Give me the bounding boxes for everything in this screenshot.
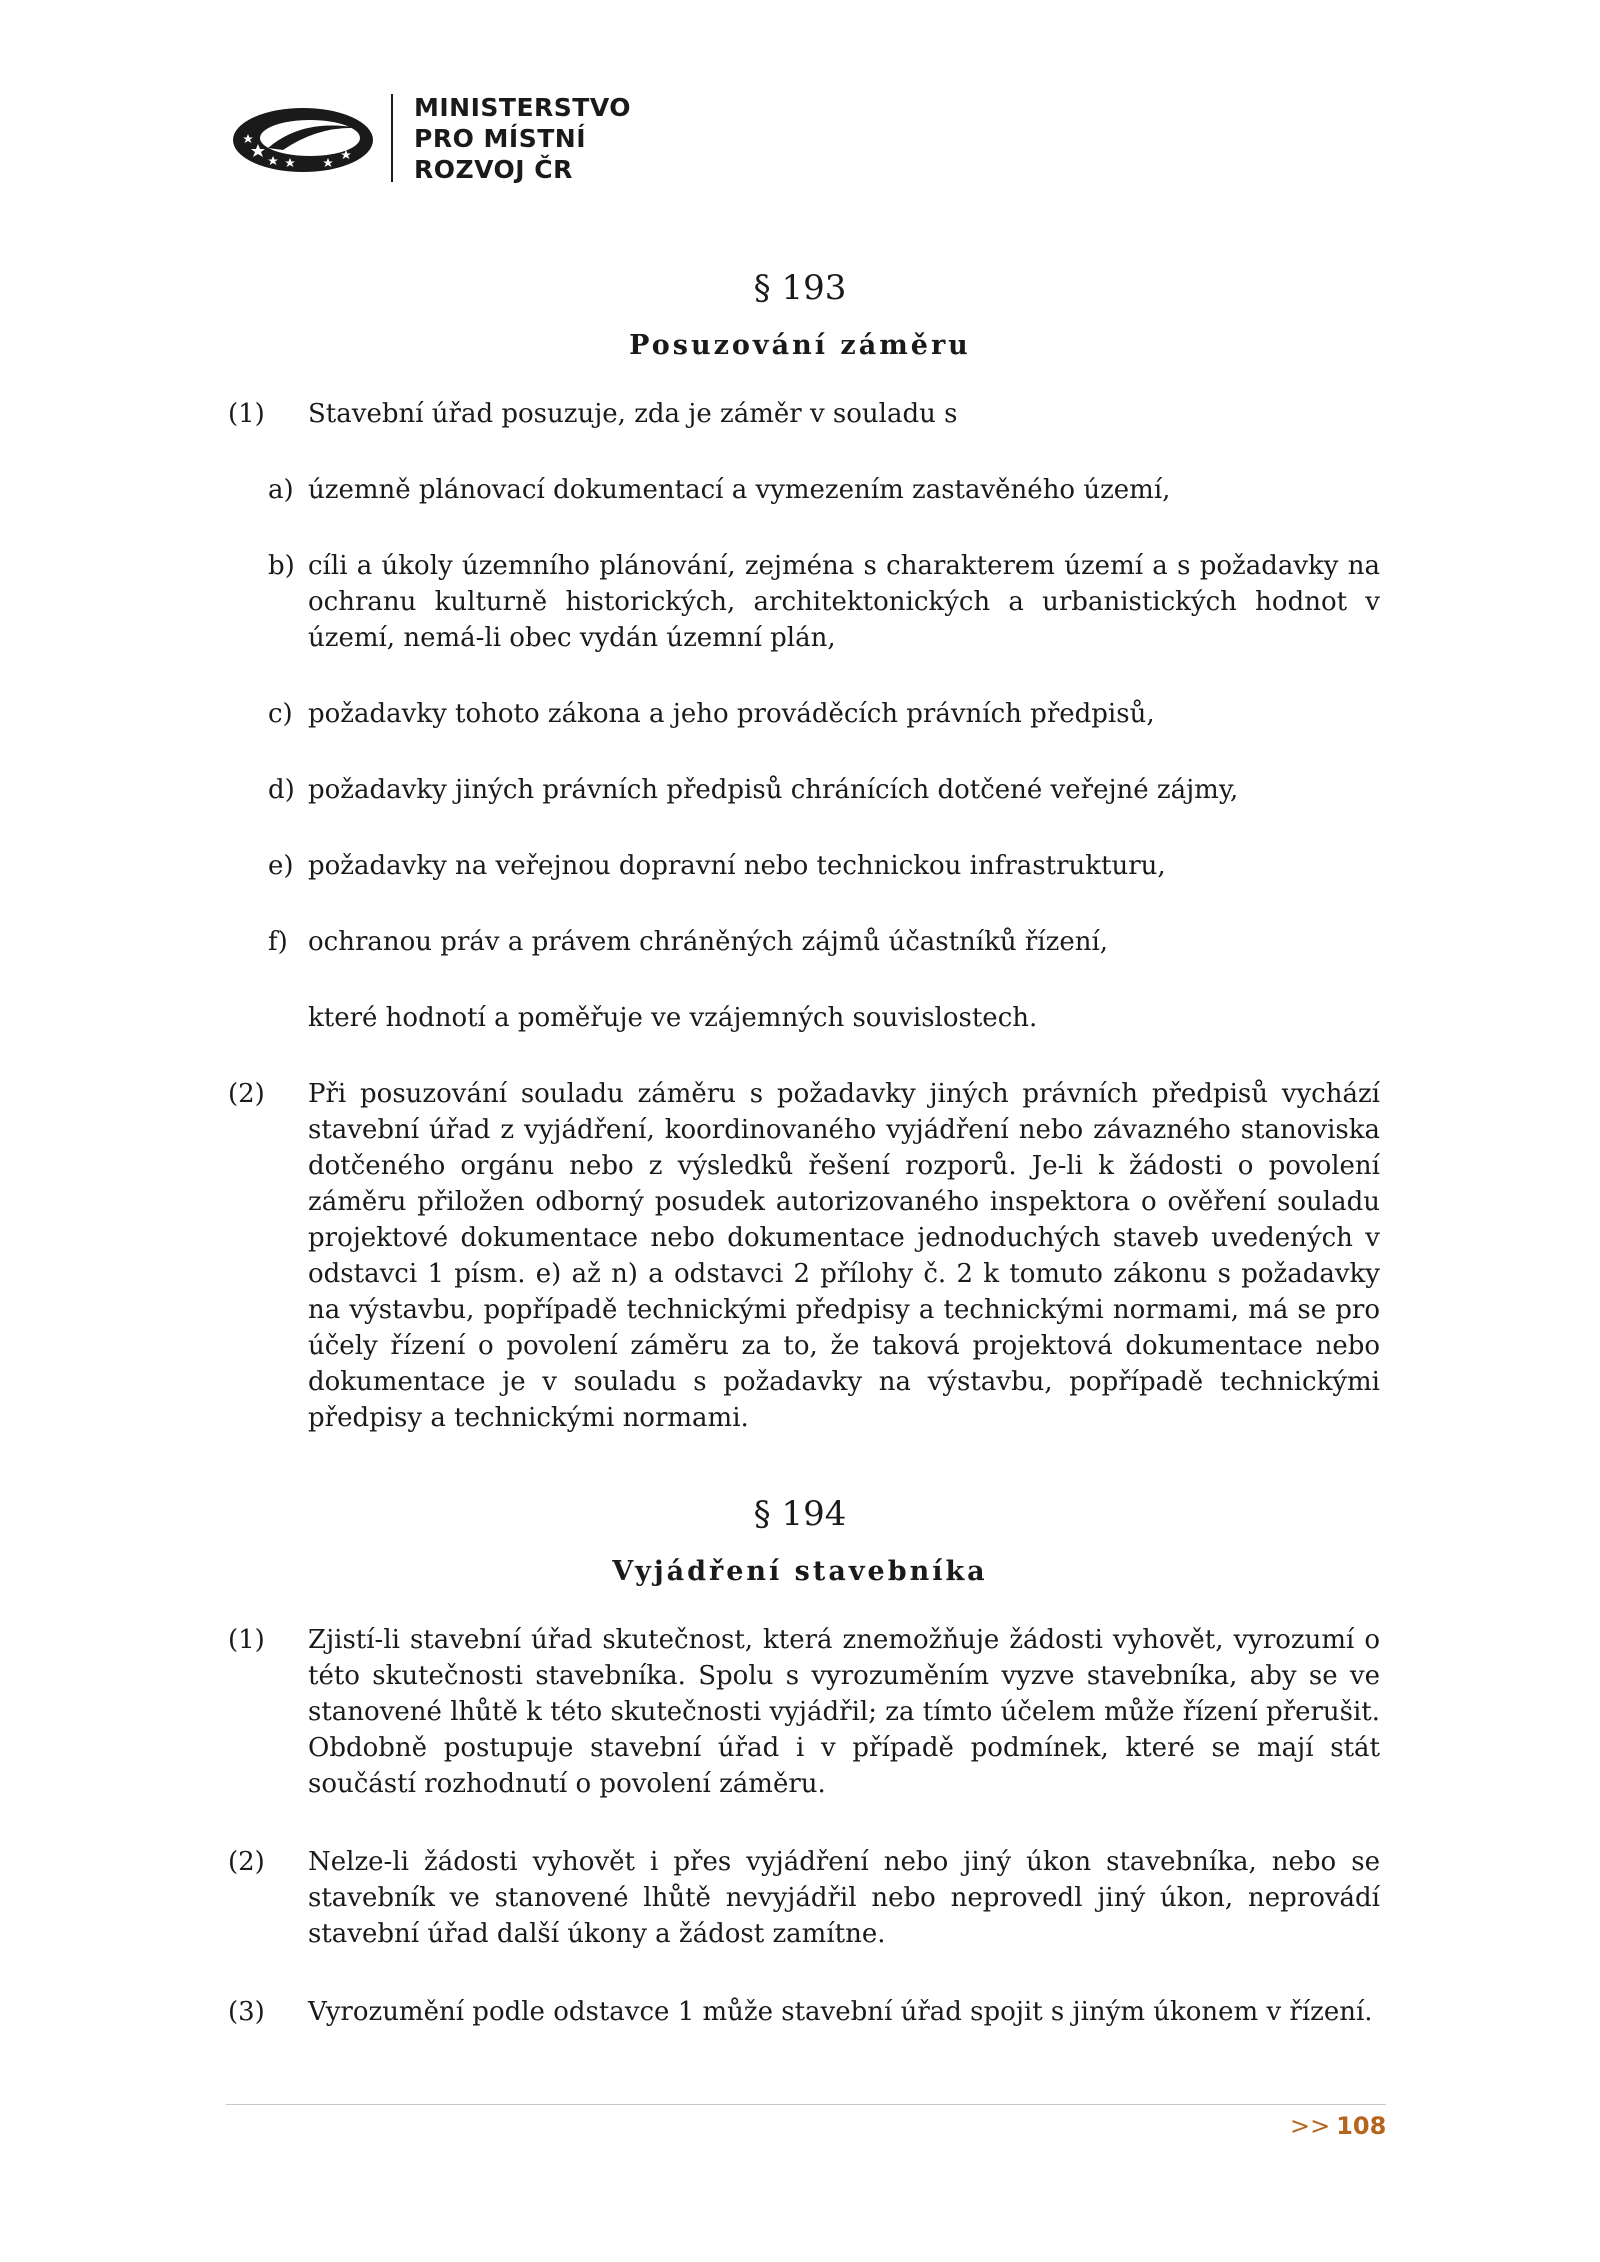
s194-paragraph-1-number: (1) xyxy=(228,1625,265,1655)
page-arrows: >> xyxy=(1290,2112,1331,2140)
ministry-emblem-icon xyxy=(228,98,378,178)
s193-item-d-letter: d) xyxy=(268,775,295,805)
s194-paragraph-3-number: (3) xyxy=(228,1997,265,2027)
page-number-value: 108 xyxy=(1336,2112,1387,2140)
s193-item-d-text: požadavky jiných právních předpisů chránících dotčené veřejné zájmy, xyxy=(308,775,1239,805)
section-194-number: § 194 xyxy=(753,1494,847,1534)
ministry-name-line-1: MINISTERSTVO xyxy=(414,93,632,122)
ministry-name-line-3: ROZVOJ ČR xyxy=(414,155,573,184)
s193-paragraph-1-number: (1) xyxy=(228,399,265,429)
ministry-name xyxy=(414,92,631,185)
ministry-name-line-2: PRO MÍSTNÍ xyxy=(414,124,586,153)
section-193-title: Posuzování záměru xyxy=(629,330,971,361)
s193-paragraph-1-intro: Stavební úřad posuzuje, zda je záměr v souladu s xyxy=(308,399,958,429)
section-194-title: Vyjádření stavebníka xyxy=(612,1556,988,1587)
s193-item-e-letter: e) xyxy=(268,851,294,881)
s193-item-c-text: požadavky tohoto zákona a jeho prováděcích právních předpisů, xyxy=(308,699,1155,729)
s194-paragraph-2-number: (2) xyxy=(228,1847,265,1877)
s193-item-b-text: cíli a úkoly územního plánování, zejména s charakterem území a s požadavky na ochranu kulturně historických, architektonických a urbanistických hodnot v území, nemá-li obec vydán územní plán, xyxy=(308,551,1380,653)
s193-item-a-letter: a) xyxy=(268,475,294,505)
s194-paragraph-3-text: Vyrozumění podle odstavce 1 může stavební úřad spojit s jiným úkonem v řízení. xyxy=(308,1997,1373,2027)
ministry-logo xyxy=(228,90,648,190)
footer-divider xyxy=(226,2104,1386,2105)
section-193-number: § 193 xyxy=(753,268,847,308)
logo-divider xyxy=(391,94,393,182)
page-number xyxy=(1290,2112,1387,2140)
s194-paragraph-1-text: Zjistí-li stavební úřad skutečnost, která znemožňuje žádosti vyhovět, vyrozumí o této skutečnosti stavebníka. Spolu s vyrozuměním vyzve stavebníka, aby se ve stanovené lhůtě k této skutečnosti vyjádřil; za tímto účelem může řízení přerušit. Obdobně postupuje stavební úřad i v případě podmínek, které se mají stát součástí rozhodnutí o povolení záměru. xyxy=(308,1625,1380,1799)
s193-item-a-text: územně plánovací dokumentací a vymezením zastavěného území, xyxy=(308,475,1171,505)
s193-paragraph-2-text: Při posuzování souladu záměru s požadavky jiných právních předpisů vychází stavební úřad z vyjádření, koordinovaného vyjádření nebo závazného stanoviska dotčeného orgánu nebo z výsledků řešení rozporů. Je-li k žádosti o povolení záměru přiložen odborný posudek autorizovaného inspektora o ověření souladu projektové dokumentace nebo dokumentace jednoduchých staveb uvedených v odstavci 1 písm. e) až n) a odstavci 2 přílohy č. 2 k tomuto zákonu s požadavky na výstavbu, popřípadě technickými předpisy a technickými normami, má se pro účely řízení o povolení záměru za to, že taková projektová dokumentace nebo dokumentace je v souladu s požadavky na výstavbu, popřípadě technickými předpisy a technickými normami. xyxy=(308,1079,1380,1433)
s193-item-c-letter: c) xyxy=(268,699,293,729)
s193-paragraph-2-number: (2) xyxy=(228,1079,265,1109)
s193-paragraph-1-tail: které hodnotí a poměřuje ve vzájemných souvislostech. xyxy=(308,1003,1038,1033)
s193-item-b-letter: b) xyxy=(268,551,295,581)
s194-paragraph-2-text: Nelze-li žádosti vyhovět i přes vyjádření nebo jiný úkon stavebníka, nebo se stavebník ve stanovené lhůtě nevyjádřil nebo neprovedl jiný úkon, neprovádí stavební úřad další úkony a žádost zamítne. xyxy=(308,1847,1380,1949)
s193-item-f-text: ochranou práv a právem chráněných zájmů účastníků řízení, xyxy=(308,927,1109,957)
s193-item-e-text: požadavky na veřejnou dopravní nebo technickou infrastrukturu, xyxy=(308,851,1166,881)
s193-item-f-letter: f) xyxy=(268,927,288,957)
